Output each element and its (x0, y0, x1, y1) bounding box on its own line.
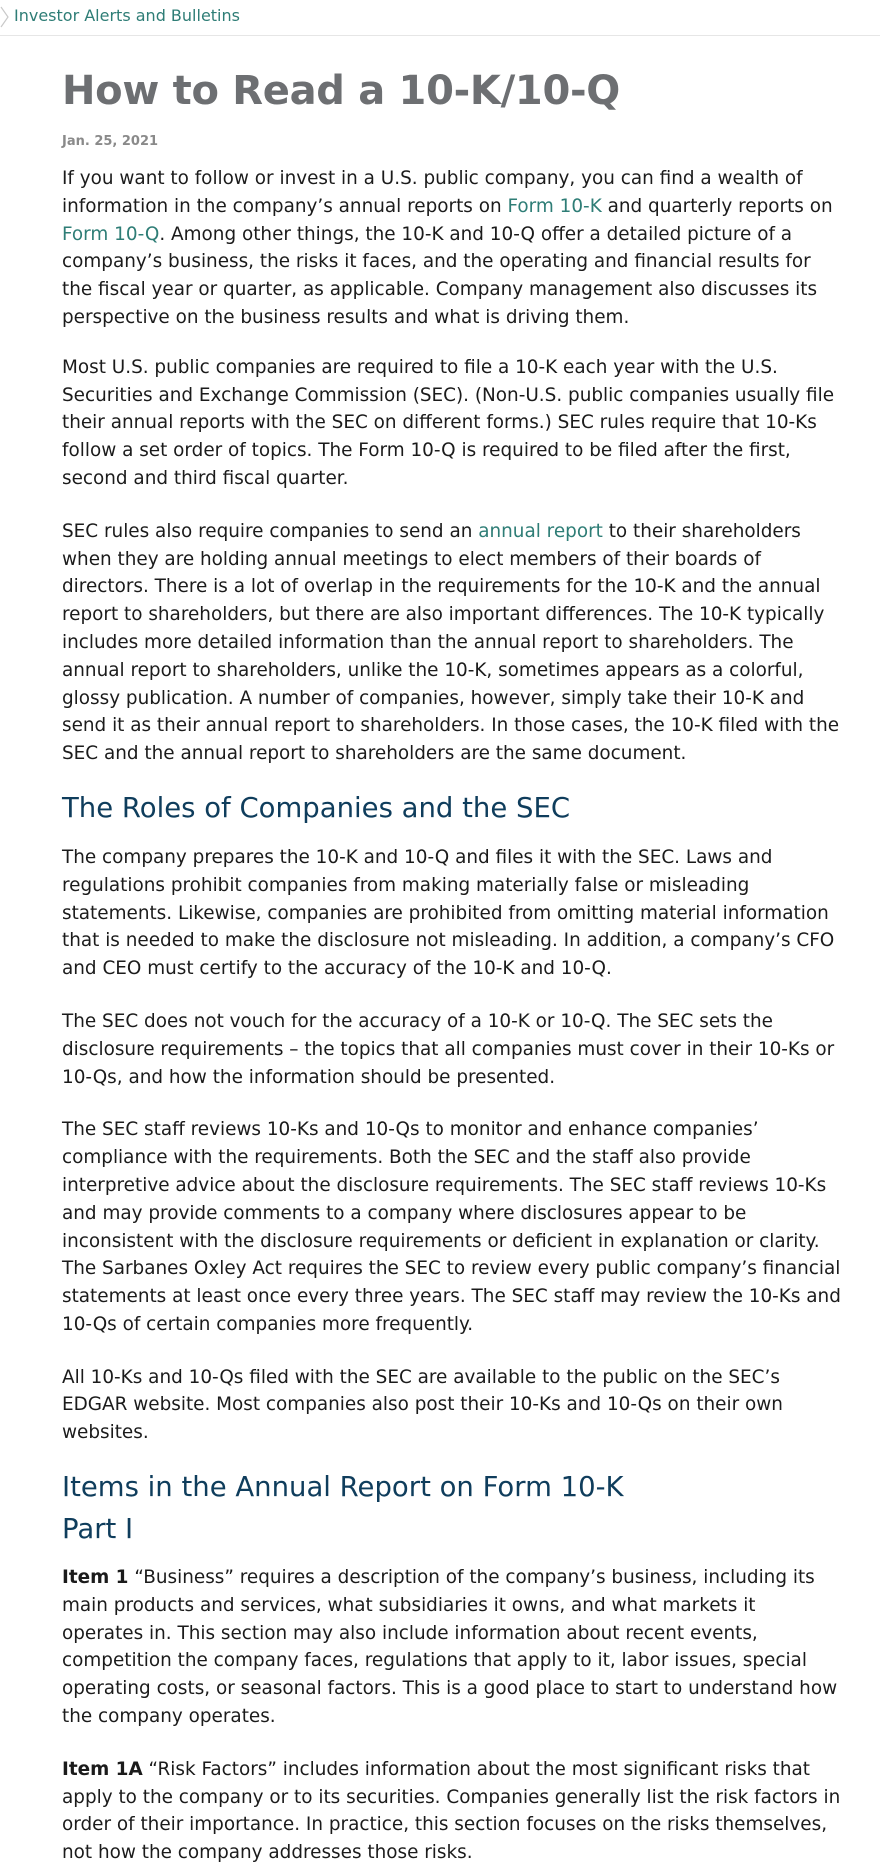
annual-report-paragraph (62, 518, 842, 768)
annual-report-text-2: to their shareholders when they are holding annual meetings to elect members of their boards of directors. There is a lot of overlap in the requirements for the 10-K and the annual report to shareholders, but there are also important differences. The 10-K typically includes more detailed information than the annual report to shareholders. The annual report to shareholders, unlike the 10-K, sometimes appears as a colorful, glossy publication. A number of companies, however, simply take their 10-K and send it as their annual report to shareholders. In those cases, the 10-K filed with the SEC and the annual report to shareholders are the same document. (62, 520, 840, 765)
roles-paragraph-3: The SEC staff reviews 10-Ks and 10-Qs to monitor and enhance companies’ compliance with the requirements. Both the SEC and the staff also provide interpretive advice about the disclosure requirements. The SEC staff reviews 10-Ks and may provide comments to a company where disclosures appear to be inconsistent with the disclosure requirements or deficient in explanation or clarity. The Sarbanes Oxley Act requires the SEC to review every public company’s financial statements at least once every three years. The SEC staff may review the 10-Ks and 10-Qs of certain companies more frequently. (62, 1119, 841, 1335)
form-10q-link[interactable]: Form 10-Q (62, 223, 160, 245)
section-heading-roles: The Roles of Companies and the SEC (62, 791, 571, 824)
article (62, 62, 842, 1867)
breadcrumb (0, 0, 880, 36)
annual-report-text-1: SEC rules also require companies to send an (62, 520, 479, 542)
filing-paragraph: Most U.S. public companies are required to file a 10-K each year with the U.S. Securities and Exchange Commission (SEC). (Non-U.S. public companies usually file their annual reports with the SEC on different forms.) SEC rules require that 10-Ks follow a set order of topics. The Form 10-Q is required to be filed after the first, second and third fiscal quarter. (62, 356, 835, 489)
item-1-label: Item 1 (62, 1567, 129, 1589)
publish-date: Jan. 25, 2021 (62, 134, 159, 149)
roles-paragraph-2: The SEC does not vouch for the accuracy of a 10-K or 10-Q. The SEC sets the disclosure requirements – the topics that all companies must cover in their 10-Ks or 10-Qs, and how the information should be presented. (62, 1010, 835, 1088)
page-title: How to Read a 10-K/10-Q (62, 68, 621, 114)
chevron-right-icon (0, 6, 10, 28)
form-10k-link[interactable]: Form 10-K (507, 195, 602, 217)
breadcrumb-link-investor-alerts[interactable]: Investor Alerts and Bulletins (14, 6, 240, 25)
section-heading-10k-items: Items in the Annual Report on Form 10-K (62, 1471, 624, 1504)
item-1a-text: “Risk Factors” includes information about the most significant risks that apply to the company or to its securities. Companies generally list the risk factors in order of their importance. In practice, this section focuses on the risks themselves, not how the company addresses those risks. (62, 1758, 841, 1864)
intro-text-3: . Among other things, the 10-K and 10-Q offer a detailed picture of a company’s business, the risks it faces, and the operating and financial results for the fiscal year or quarter, as applicable. Company management also discusses its perspective on the business results and what is driving them. (62, 223, 818, 328)
item-1-text: “Business” requires a description of the company’s business, including its main products and services, what subsidiaries it owns, and what markets it operates in. This section may also include information about recent events, competition the company faces, regulations that apply to it, labor issues, special operating costs, or seasonal factors. This is a good place to start to understand how the company operates. (62, 1567, 838, 1728)
item-1-paragraph (62, 1564, 842, 1731)
intro-text-1: If you want to follow or invest in a U.S. public company, you can find a wealth of information in the company’s annual reports on (62, 168, 803, 217)
intro-text-2: and quarterly reports on (601, 195, 833, 217)
item-1a-paragraph (62, 1756, 842, 1867)
item-1a-label: Item 1A (62, 1758, 143, 1780)
annual-report-link[interactable]: annual report (478, 520, 603, 542)
subheading-part-1: Part I (62, 1513, 134, 1546)
roles-paragraph-1: The company prepares the 10-K and 10-Q and files it with the SEC. Laws and regulations prohibit companies from making materially false or misleading statements. Likewise, companies are prohibited from omitting material information that is needed to make the disclosure not misleading. In addition, a company’s CFO and CEO must certify to the accuracy of the 10-K and 10-Q. (62, 846, 835, 980)
intro-paragraph (62, 165, 842, 332)
roles-paragraph-4: All 10-Ks and 10-Qs filed with the SEC are available to the public on the SEC’s EDGAR website. Most companies also post their 10-Ks and 10-Qs on their own websites. (62, 1366, 783, 1444)
